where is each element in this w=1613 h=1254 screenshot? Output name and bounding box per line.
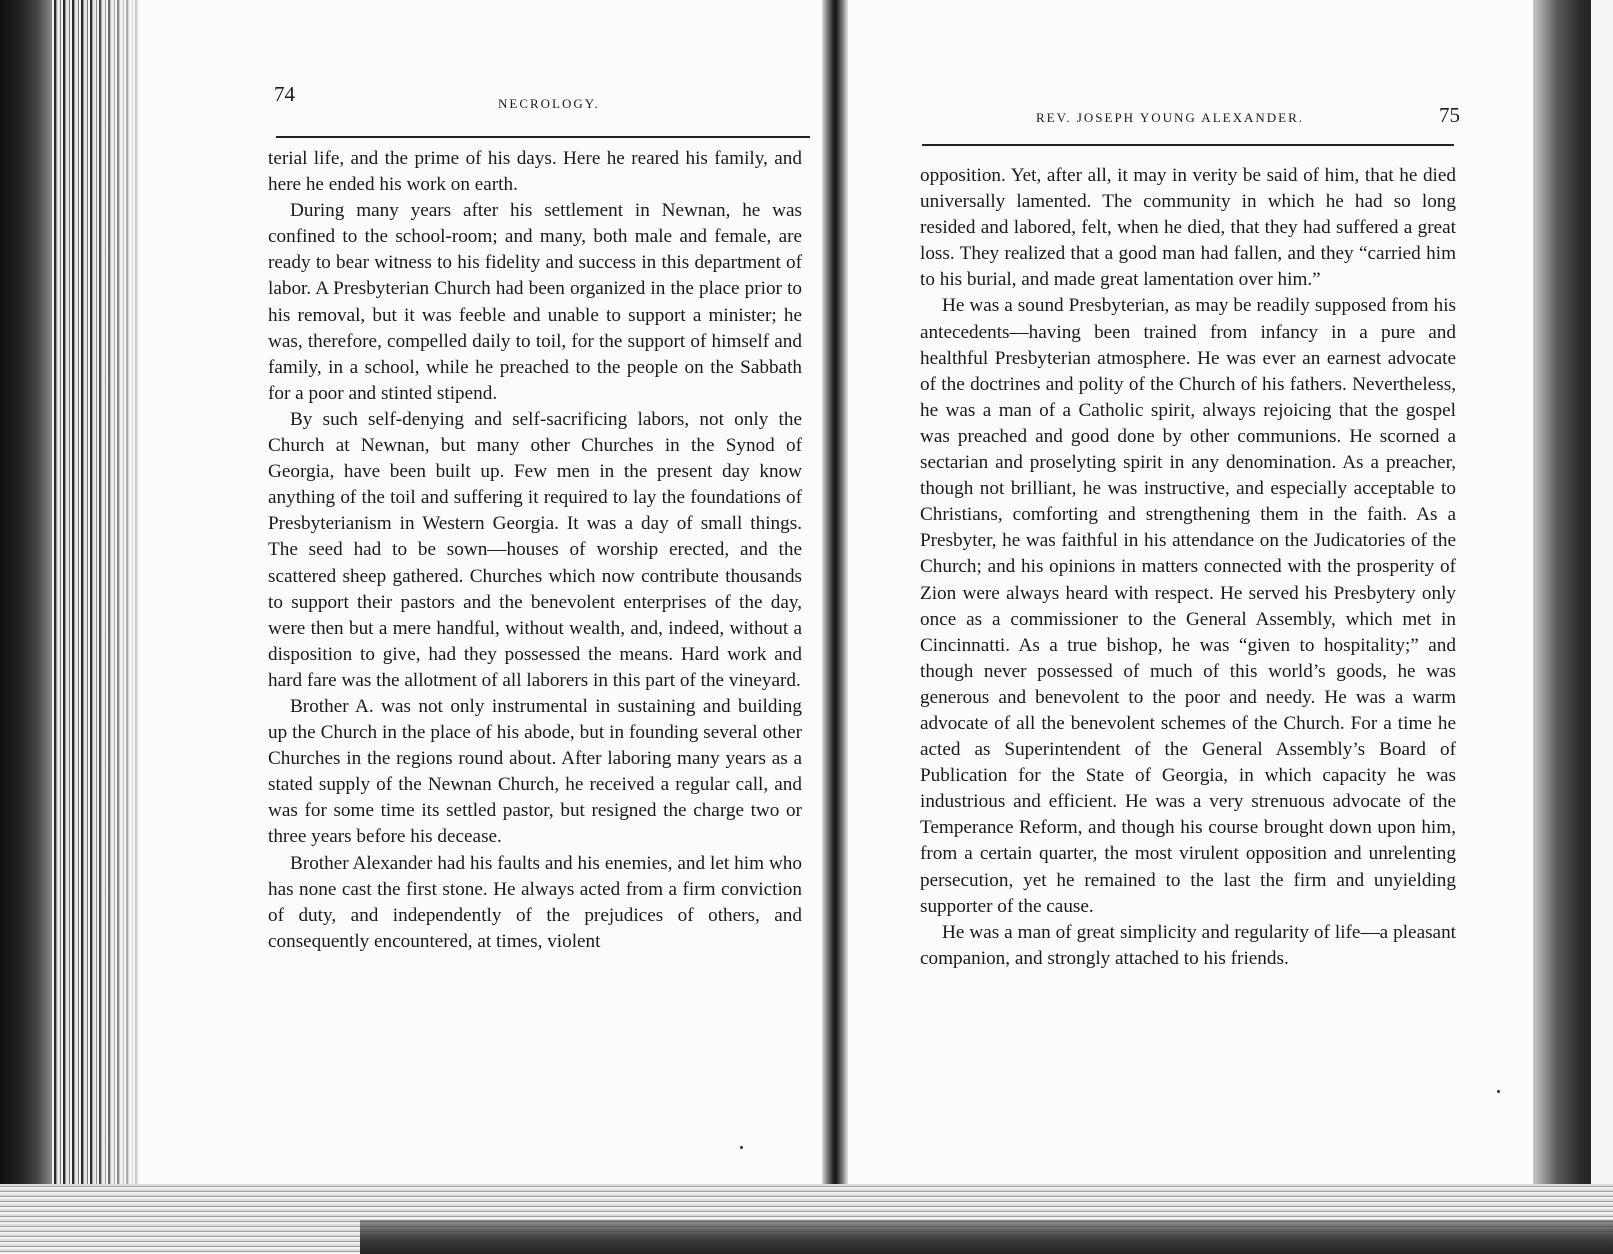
page-number-left: 74 — [274, 82, 295, 106]
paragraph: During many years after his settlement in Newnan, he was confined to the school-room; and many, both male and female, are ready to bear witness to his fidelity and success in this department of labor. A Presbyterian Church had been organized in the place prior to his removal, but it was feeble and unable to support a minister; he was, therefore, compelled daily to toil, for the support of himself and family, in a school, while he preached to the people on the Sabbath for a poor and stinted stipend. — [268, 200, 802, 404]
running-head-left: NECROLOGY. — [498, 96, 600, 111]
paragraph: Brother Alexander had his faults and his enemies, and let him who has none cast the first stone. He always acted from a firm conviction of duty, and independently of the prejudices of others, and consequently encountered, at times, violent — [268, 852, 802, 952]
ink-speck — [1497, 1090, 1500, 1093]
paragraph: He was a sound Presbyterian, as may be readily supposed from his antecedents—having been trained from infancy in a pure and healthful Presbyterian atmosphere. He was ever an earnest advocate of the doctrines and polity of the Church of his fathers. Nevertheless, he was a man of a Catholic spirit, always rejoicing that the gospel was preached and good done by other communions. He scorned a sectarian and proselyting spirit in any denomination. As a preacher, though not brilliant, he was instructive, and especially acceptable to Christians, comforting and strengthening them in the faith. As a Presbyter, he was faithful in his attendance on the Judicatories of the Church; and his opinions in matters connected with the prosperity of Zion were always heard with respect. He served his Presbytery only once as a commissioner to the General Assembly, which met in Cincinnatti. As a true bishop, he was “given to hospitality;” and though never possessed of much of this world’s goods, he was generous and benevolent to the poor and needy. He was a warm advocate of all the benevolent schemes of the Church. For a time he acted as Superintendent of the General Assembly’s Board of Publication for the State of Georgia, in which capacity he was industrious and efficient. He was a very strenuous advocate of the Temperance Reform, and though his course brought down upon him, from a certain quarter, the most virulent opposition and unrelenting persecution, yet he remained to the last the firm and unyielding supporter of the cause. — [920, 295, 1456, 917]
right-page-body — [920, 163, 1456, 972]
left-page-body — [268, 146, 802, 955]
paragraph: By such self-denying and self-sacrificing labors, not only the Church at Newnan, but many other Churches in the Synod of Georgia, have been built up. Few men in the present day know anything of the toil and suffering it required to lay the foundations of Presbyterianism in Western Georgia. It was a day of small things. The seed had to be sown—houses of worship erected, and the scattered sheep gathered. Churches which now contribute thousands to support their pastors and the benevolent enterprises of the day, were then but a mere handful, without wealth, and, indeed, without a disposition to give, had they possessed the means. Hard work and hard fare was the allotment of all laborers in this part of the vineyard. — [268, 408, 802, 691]
left-binding-shadow — [0, 0, 52, 1254]
paragraph: opposition. Yet, after all, it may in verity be said of him, that he died universally lamented. The community in which he had so long resided and labored, felt, when he died, that they had suffered a great loss. They realized that a good man had fallen, and they “carried him to his burial, and made great lamentation over him.” — [920, 165, 1456, 291]
header-rule-right — [922, 144, 1454, 146]
right-margin-strip — [1591, 0, 1613, 1254]
bottom-shadow — [360, 1220, 1613, 1254]
page-number-right: 75 — [1439, 103, 1460, 127]
paragraph: He was a man of great simplicity and regularity of life—a pleasant companion, and strongly attached to his friends. — [920, 921, 1456, 969]
paragraph: Brother A. was not only instrumental in sustaining and building up the Church in the place of his abode, but in founding several other Churches in the regions round about. After laboring many years as a stated supply of the Newnan Church, he received a regular call, and was for some time its settled pastor, but resigned the charge two or three years before his decease. — [268, 695, 802, 848]
header-rule-left — [276, 136, 810, 138]
left-edge-fade — [90, 0, 150, 1254]
running-head-right: REV. JOSEPH YOUNG ALEXANDER. — [1036, 110, 1304, 125]
ink-speck — [740, 1146, 743, 1149]
center-gutter — [822, 0, 848, 1254]
paragraph: terial life, and the prime of his days. Here he reared his family, and here he ended his work on earth. — [268, 148, 802, 196]
